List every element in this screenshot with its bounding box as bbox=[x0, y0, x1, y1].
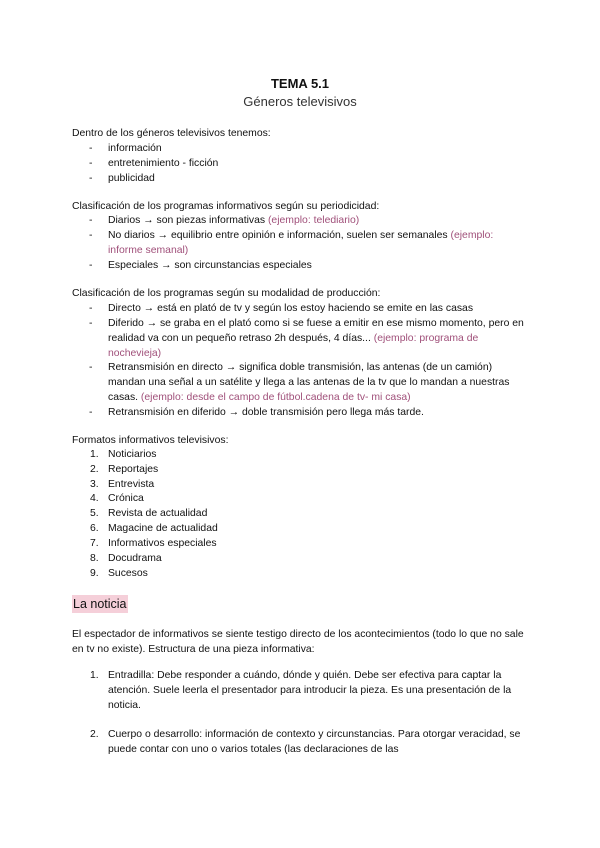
list-item: 9. Sucesos bbox=[90, 568, 148, 579]
list-item: - Diarios → son piezas informativas (ejemplo: telediario) bbox=[89, 215, 360, 226]
intro-paragraph: Dentro de los géneros televisivos tenemos: bbox=[72, 128, 271, 139]
list-item: 4. Crónica bbox=[90, 493, 144, 504]
page-subtitle: Géneros televisivos bbox=[243, 94, 357, 109]
list-item: 7. Informativos especiales bbox=[90, 538, 217, 549]
page-title: TEMA 5.1 bbox=[270, 76, 330, 91]
list-item: 5. Revista de actualidad bbox=[90, 508, 208, 519]
list-item: - Retransmisión en diferido → doble transmisión pero llega más tarde. bbox=[89, 407, 424, 418]
list-item: 1. Noticiarios bbox=[90, 449, 157, 460]
list-item: 6. Magacine de actualidad bbox=[90, 523, 218, 534]
list-item: 1. Entradilla: Debe responder a cuándo, dónde y quién. Debe ser efectiva para captar la atención. Suele leerla el presentador para introducir la pieza. Es una presentación de la noticia. bbox=[90, 670, 512, 711]
formats-heading: Formatos informativos televisivos: bbox=[72, 435, 229, 446]
list-item: 8. Docudrama bbox=[90, 553, 162, 564]
periodicity-heading: Clasificación de los programas informativos según su periodicidad: bbox=[72, 201, 380, 212]
news-intro-paragraph: El espectador de informativos se siente testigo directo de los acontecimientos (todo lo que no sale en tv no existe). Estructura de una pieza informativa: bbox=[72, 629, 524, 655]
list-item: 2. Cuerpo o desarrollo: información de contexto y circunstancias. Para otorgar veracidad, se puede contar con uno o varios totales (las declaraciones de las bbox=[90, 729, 521, 755]
list-item: 3. Entrevista bbox=[90, 479, 155, 490]
list-item: - Directo → está en plató de tv y según los estoy haciendo se emite en las casas bbox=[89, 303, 474, 314]
list-item: - No diarios → equilibrio entre opinión e información, suelen ser semanales (ejemplo: informe semanal) bbox=[89, 230, 494, 256]
list-item: - Retransmisión en directo → significa doble transmisión, las antenas (de un camión) mandan una señal a un satélite y llega a las antenas de la tv que lo mandan a nuestras casas. (ejemplo: desde el campo de fútbol.cadena de tv- mi casa) bbox=[89, 362, 510, 403]
section-heading-highlight: La noticia bbox=[73, 597, 127, 611]
list-item: - información bbox=[89, 143, 162, 154]
production-heading: Clasificación de los programas según su modalidad de producción: bbox=[72, 288, 381, 299]
list-item: - Especiales → son circunstancias especiales bbox=[89, 260, 312, 271]
list-item: - Diferido → se graba en el plató como si se fuese a emitir en ese mismo momento, pero en realidad va con un pequeño retraso 2h después, 4 días... (ejemplo: programa de nochevieja) bbox=[89, 318, 524, 359]
list-item: 2. Reportajes bbox=[90, 464, 159, 475]
list-item: - publicidad bbox=[89, 173, 155, 184]
list-item: - entretenimiento - ficción bbox=[89, 158, 219, 169]
